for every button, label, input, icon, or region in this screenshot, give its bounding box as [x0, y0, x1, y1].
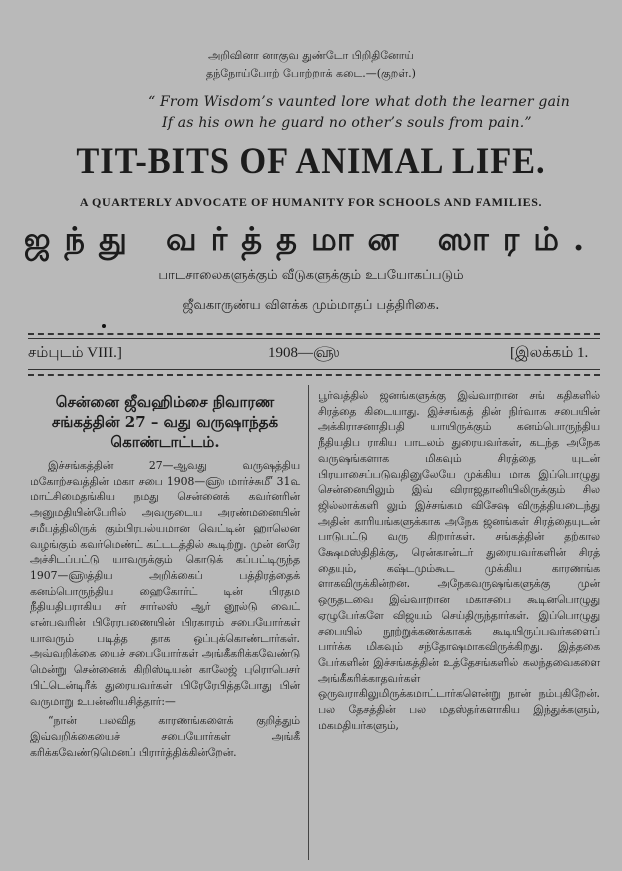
- epigraph-english-line1: “ From Wisdom’s vaunted lore what doth the learner gain: [148, 94, 571, 110]
- issue-year: 1908—௵: [268, 345, 340, 361]
- epigraph-english-line2: If as his own he guard no other’s souls from pain.”: [162, 115, 532, 131]
- article-heading: [30, 392, 300, 452]
- article-heading-line1: சென்னை ஜீவஹிம்சை நிவாரண: [55, 393, 275, 411]
- masthead-tamil-sub2: ஜீவகாருண்ய விளக்க மும்மாதப் பத்திரிகை.: [182, 298, 440, 313]
- epigraph-tamil-line1: அறிவினா னாகுவ துண்டோ பிறிதினோய்: [208, 49, 414, 62]
- bottom-rule-thin: [28, 369, 600, 370]
- epigraph-tamil-line2: தந்நோய்போற் போற்றாக் கடை.—(குறள்.): [206, 67, 416, 80]
- masthead-tamil-sub1: பாடசாலைகளுக்கும் வீடுகளுக்கும் உபயோகப்படும்: [158, 268, 464, 283]
- column-divider: [308, 385, 309, 860]
- masthead-title: TIT-BITS OF ANIMAL LIFE.: [76, 141, 546, 182]
- ink-dot: [102, 324, 106, 328]
- top-rule: [28, 333, 600, 335]
- masthead-subtitle: A QUARTERLY ADVOCATE OF HUMANITY FOR SCHOOLS AND FAMILIES.: [79, 195, 543, 209]
- article-left-column: [30, 392, 300, 760]
- article-right-column: [318, 388, 600, 733]
- article-left-quote: “நான் பலவித காரணங்களைக் குறித்தும் இவ்வறிக்கையைச் சபையோர்கள் அங்கீ கரிக்கவேண்டுமெனப் பிரார்த்திக்கின்றேன்.: [30, 714, 300, 759]
- issue-line: [28, 344, 600, 366]
- masthead-tamil-title: ஜந்து வர்த்தமான ஸாரம்.: [23, 220, 599, 258]
- top-rule-thin: [28, 338, 600, 339]
- article-right-body: பூர்வத்தில் ஜனங்களுக்கு இவ்வாறான சங் கதிகளில் சிரத்தை கிடையாது. இச்சங்கத் தின் நிர்வாக சபையின் அக்கிராசனாதிபதி யாயிருக்கும் கனம்பொருந்திய நீதியதிப ராகிய பாடலம் துரையவர்கள், கடந்த அநேக வருஷங்களாக மிகவும் சிரத்தை யுடன் பிரயாசைப்படுவதினுலேயே முக்கிய மாக இப்பொழுது சென்னையிலும் இவ் விராஜதானியிலிருக்கும் சில ஜில்லாக்களி லும் இச்சங்கம விசேஷ விருத்தியடைந்து அதின் காரியங்களுக்காக அநேக ஜனங்கள் சிரத்தையுடன் பாடுபட்டு வரு கிறார்கள். சங்கத்தின் தற்கால க்ஷேமஸ்திதிக்கு, ரென்கான்டர் துரையவர்களின் சிரத் தையும், கஷ்டமும்கூட முக்கிய காரணங்க ளாகவிருக்கின்றன. அநேகவருஷங்களுக்கு முன் ஒருதடவை இவ்வாறான மகாசபை கூடினபொழுது ஏழுபேர்களே விஜயம் செய்திருந்தார்கள். இப்பொழுது சபையில் நூற்றுக்கணக்காகக் கூடியிருப்பவர்களைப் பார்க்க மிகவும் சந்தோஷமாகவிருக்கிறது. இத்தகை பேர்களின் இச்சங்கத்தின் உத்தேசங்களில் கலந்தவைகளை அங்கீகரிக்காதவர்கள் ஒருவராகிலுமிருக்கமாட்டார்களென்று நான் நம்புகிறேன். பல தேசத்தின் பல மதஸ்தர்களாகிய இந்துக்களும், மகமதியர்களும்,: [318, 389, 600, 732]
- article-heading-line2: சங்கத்தின் 27 – வது வருஷாந்தக்: [51, 413, 279, 431]
- issue-number: [இலக்கம் 1.: [510, 345, 589, 361]
- issue-volume: சம்புடம் VIII.]: [28, 345, 122, 361]
- bottom-rule: [28, 374, 600, 376]
- article-heading-line3: கொண்டாட்டம்.: [110, 433, 220, 451]
- article-left-body: இச்சங்கத்தின் 27—ஆவது வருஷத்திய மகோற்சவத்தின் மகா சபை 1908—௵ மார்ச்சு௴ 31௳ மாட்சிமைதங்கிய நமது சென்னைக் கவர்னரின் அனுமதியின்பேரில் அவருடைய அரண்மனையின் சமீபத்திலிருக் கும்பிரபல்யமான வெட்டின் ஹாலென வழங்கும் கவர்மெண்ட் கட்டடத்தில் கூடிற்று. முன் னரே அச்சிடப்பட்டு யாவருக்கும் கொடுக் கப்பட்டிருந்த 1907—௵த்திய அறிக்கைப் பத்திரத்தைக் கனம்பொருந்திய ஹைகோர்ட் டின் பிரதம நீதியதிபராகிய சர் சார்லஸ் ஆர் னூல்டு வைட் என்பவரின் பிரேரபணையின் பிரகாரம் சபையோர்கள் யாவரும் படித்த தாக ஒப்புக்கொண்டார்கள். அவ்வறிக்கை யைச் சபையோர்கள் அங்கீகரிக்கவேண்டு மென்று சென்னைக் கிறிஸ்டியன் காலேஜ் புரொபெசர் பிட்டென்டிரீக் துரையவர்கள் பிரேரேபித்தபோது பின் வருமாறு உபன்னியசித்தார்:—: [30, 459, 300, 708]
